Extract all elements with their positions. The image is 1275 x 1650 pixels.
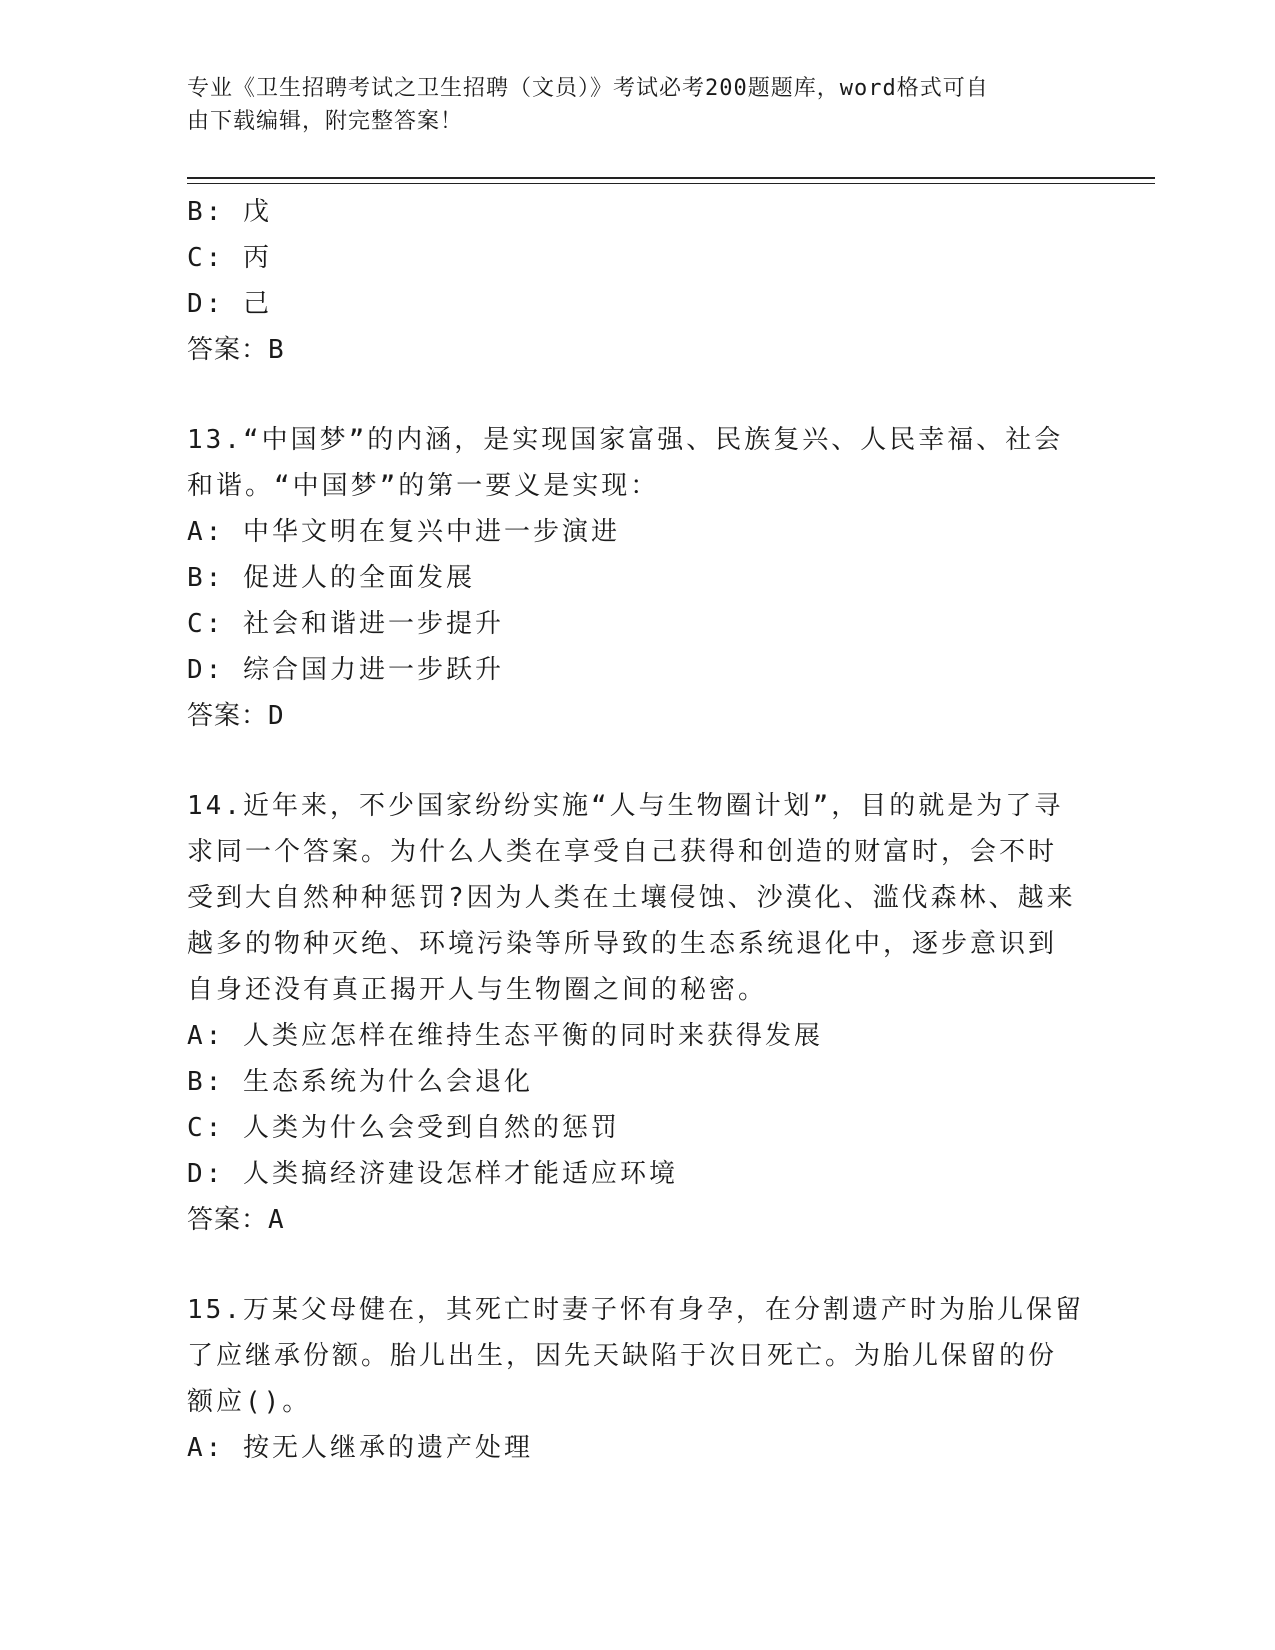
question-stem-line: 和谐。“中国梦”的第一要义是实现： bbox=[187, 471, 660, 501]
answer-line: 答案：B bbox=[187, 335, 285, 365]
option-c: C: 人类为什么会受到自然的惩罚 bbox=[187, 1113, 620, 1143]
question-stem-line: 自身还没有真正揭开人与生物圈之间的秘密。 bbox=[187, 975, 768, 1005]
option-d: D: 综合国力进一步跃升 bbox=[187, 655, 504, 685]
question-content bbox=[187, 189, 1087, 1471]
option-b: B: 促进人的全面发展 bbox=[187, 563, 475, 593]
question-14 bbox=[187, 783, 1087, 1243]
header-divider-thin bbox=[187, 183, 1155, 184]
option-a: A: 中华文明在复兴中进一步演进 bbox=[187, 517, 620, 547]
page-header bbox=[187, 72, 1067, 138]
header-line-1: 专业《卫生招聘考试之卫生招聘（文员）》考试必考200题题库，word格式可自 bbox=[187, 76, 989, 101]
question-stem-line: 受到大自然种种惩罚?因为人类在土壤侵蚀、沙漠化、滥伐森林、越来 bbox=[187, 883, 1076, 913]
option-d: D: 人类搞经济建设怎样才能适应环境 bbox=[187, 1159, 678, 1189]
question-stem-line: 15.万某父母健在，其死亡时妻子怀有身孕，在分割遗产时为胎儿保留 bbox=[187, 1295, 1084, 1325]
question-stem-line: 额应()。 bbox=[187, 1387, 312, 1417]
question-12-tail bbox=[187, 189, 1087, 373]
answer-line: 答案：A bbox=[187, 1205, 285, 1235]
question-15 bbox=[187, 1287, 1087, 1471]
option-d: D: 己 bbox=[187, 289, 272, 319]
answer-line: 答案：D bbox=[187, 701, 285, 731]
option-c: C: 丙 bbox=[187, 243, 272, 273]
question-stem-line: 越多的物种灭绝、环境污染等所导致的生态系统退化中，逐步意识到 bbox=[187, 929, 1058, 959]
option-a: A: 人类应怎样在维持生态平衡的同时来获得发展 bbox=[187, 1021, 823, 1051]
question-13 bbox=[187, 417, 1087, 739]
header-line-2: 由下载编辑，附完整答案！ bbox=[187, 109, 464, 134]
option-b: B: 戊 bbox=[187, 197, 272, 227]
question-stem-line: 13.“中国梦”的内涵，是实现国家富强、民族复兴、人民幸福、社会 bbox=[187, 425, 1064, 455]
option-b: B: 生态系统为什么会退化 bbox=[187, 1067, 533, 1097]
option-a: A: 按无人继承的遗产处理 bbox=[187, 1433, 533, 1463]
question-stem-line: 求同一个答案。为什么人类在享受自己获得和创造的财富时，会不时 bbox=[187, 837, 1058, 867]
option-c: C: 社会和谐进一步提升 bbox=[187, 609, 504, 639]
question-stem-line: 14.近年来，不少国家纷纷实施“人与生物圈计划”，目的就是为了寻 bbox=[187, 791, 1064, 821]
question-stem-line: 了应继承份额。胎儿出生，因先天缺陷于次日死亡。为胎儿保留的份 bbox=[187, 1341, 1058, 1371]
header-divider-thick bbox=[187, 177, 1155, 179]
